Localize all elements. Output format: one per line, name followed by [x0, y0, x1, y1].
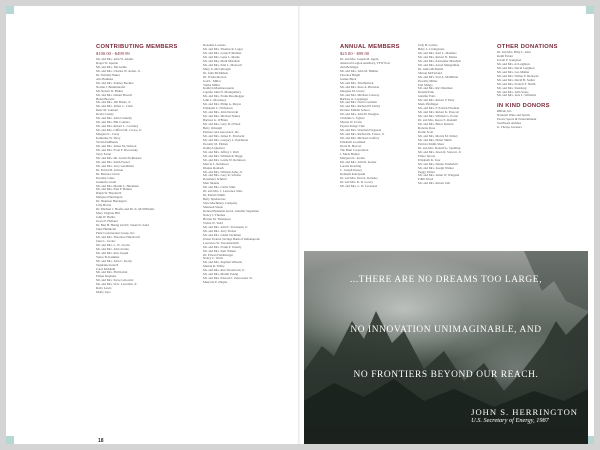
donor-name: Dr. and Mrs. Paul A. Kolaska — [340, 175, 378, 180]
donor-name: Mr. and Mrs. Michael Conway — [340, 92, 380, 97]
donor-name: Mr. and Mrs. Stephen Wheeler — [203, 260, 243, 265]
donor-name: Molly Lipo — [96, 290, 111, 295]
donor-name: Norma J. Benninderfer — [96, 84, 126, 89]
donor-name: Mr. and Mrs. Earl A. McMillan — [418, 74, 459, 79]
donor-name: Mr. and Mrs. Norris Gorham — [340, 100, 377, 105]
donor-name: Kathryn Quenzer — [203, 145, 226, 150]
donor-name: Mr. and Mrs. Mark Marshall — [203, 58, 240, 63]
donor-name: Mr. and Mrs. Jason R. Stewart, Jr. — [418, 149, 462, 154]
donor-name: Eileen Kuykens — [96, 274, 117, 279]
donor-name: Patricia Smith-Shaw — [418, 141, 445, 146]
donor-name: Mr. and Mrs. David Leighton — [497, 65, 535, 70]
donor-name: Mr. and Mrs. Jerry Tucker — [203, 228, 237, 233]
donor-name: Mr. and Mrs. Mr. Gruda Eichhorner — [96, 155, 142, 160]
donor-name: Partners and Associates, Inc. — [203, 129, 240, 134]
donor-name: Mr. and Mrs. Ron Joseph — [96, 250, 129, 255]
donor-name: Mr. and Mrs. John M. Bluhler — [340, 68, 379, 73]
donor-name: Elizabeth Goodman — [340, 140, 366, 145]
donor-name: Roxanne Lorenzo — [203, 44, 226, 47]
donor-name: Lawrence W. Van Amsdorth — [203, 240, 239, 245]
donor-name: Mr. and Mrs. Bruce Roberts — [418, 122, 454, 127]
donor-name: Mary A. McCullough — [203, 66, 231, 71]
quote-line-3: NO FRONTIERS BEYOND OUR REACH. — [353, 370, 539, 380]
donor-name: The Hunt Corporation — [340, 147, 369, 152]
donor-name: Mr. and Mrs. Joseph Walker — [418, 165, 454, 170]
annual-range: $25.00 - $99.00 — [340, 51, 370, 56]
donor-name: Janet L. Jacobs — [96, 238, 116, 243]
annual-list-1 — [340, 58, 416, 188]
donor-name: Betty Spielsterres — [203, 197, 226, 202]
donor-name: Mr. and Mrs. Martin L. Hackman — [96, 183, 139, 188]
annual-column-1 — [340, 44, 416, 254]
donor-name: Dr. Barbara Given — [96, 171, 120, 176]
donor-name: Mr. and Mrs. John Connelly — [96, 116, 132, 121]
donor-name: Loretta Keerling — [340, 163, 362, 168]
donor-name: Elizabeth C. Nicholson — [203, 106, 233, 111]
contributing-column-2 — [203, 44, 295, 436]
donor-name: Mr. and Mrs. Evan F. Dworetsky — [96, 147, 138, 152]
donor-name: Mr. and Mrs. Al Leighton — [497, 61, 530, 66]
donor-name: Mr. and Mrs. Bill Connors — [96, 120, 130, 125]
donor-name: Mr. and Mrs. John Jordan — [96, 246, 129, 251]
donor-name: Mr. and Mrs. Ross A. Burrside — [340, 84, 380, 89]
donor-name: Ralph W. Hayden II — [96, 191, 122, 196]
donor-name: Captain John N. Montgomery — [203, 90, 242, 95]
donor-name: Mr. and Mrs. L. D. Levenson — [340, 183, 378, 188]
donor-name: Mr. and Mrs. Richard R. Foster, Jr. — [340, 132, 385, 137]
quote-attribution — [471, 407, 578, 424]
quote-author: JOHN S. HERRINGTON — [471, 407, 578, 417]
donor-name: Dottie Scott — [418, 129, 434, 134]
donor-name: Dorothy Glass — [96, 175, 115, 180]
donor-name: Decatur Middle School — [340, 108, 370, 113]
donor-name: Mark Pfeifinger — [418, 102, 439, 107]
donor-name: Mr. and Mrs. Stanley Beckler — [96, 80, 134, 85]
donor-name: Kenneth Kobayashi — [340, 171, 366, 176]
donor-name: Nancy C. Wells — [203, 256, 223, 261]
page-number: 18 — [98, 438, 104, 444]
donor-name: Konrad Banasiak and A. Jennifer Sugarman — [203, 209, 259, 214]
donor-name: Mr. and Mrs. Clifford M. Crowe, Jr. — [96, 128, 142, 133]
inkind-donor-name: Pacers Sports & Entertainment — [497, 117, 537, 122]
donor-name: Gail L. Miller — [203, 78, 221, 83]
donor-name: Mr. and Mrs. John W. Adams — [96, 57, 134, 61]
donor-name: Harriet M. Thompson — [203, 216, 231, 221]
donor-name: Barbara A. Coppinger — [340, 96, 369, 101]
donor-name: Dr. Michael J. Hoefle and Dr. K. McWilliams — [96, 207, 155, 212]
donor-name: Aris Bauhaus — [96, 76, 114, 81]
donor-name: Mr. and Mrs. Ric Oberman — [418, 86, 453, 91]
donor-name: Jewell P. Gangstad — [497, 57, 521, 62]
annual-column-2 — [418, 44, 494, 254]
donor-name: Mr. and Mrs. Jeffrey J. Rich — [203, 149, 239, 154]
donor-name: Barbara G. O'Brien — [203, 118, 228, 123]
donor-name: Dr. and Mrs. R. D. Lowry — [340, 179, 374, 184]
donor-name: Mr. and Mrs. James M. Dobson — [96, 143, 137, 148]
donor-name: Mr. and Mrs. Kurt Walker — [203, 248, 237, 253]
contributing-range: $100.00 - $499.99 — [96, 51, 130, 56]
donor-name: Betty Orbaugh — [203, 126, 222, 131]
donor-name: Sharon W. Evans — [340, 120, 362, 125]
donor-name: Carol Kirkham — [96, 266, 116, 271]
donor-name: Mr. and Mrs. Philip A. Moyer — [203, 102, 242, 107]
donor-name: Rosemary Schmid — [203, 177, 227, 182]
quote-line-2: NO INNOVATION UNIMAGINABLE, AND — [350, 325, 542, 335]
donor-name: Margaret K. Jordan — [340, 155, 365, 160]
mountain-photo — [304, 251, 588, 444]
donor-name: Earl Mingo — [418, 82, 433, 87]
donor-name: Marjorie P. Zingler — [203, 280, 228, 285]
donor-name: Mr. and Mrs. Robert N. Marks — [418, 54, 457, 59]
donor-name: Dianne Romash — [203, 165, 224, 170]
donor-name: Mr. and Mrs. William R. Riggs — [203, 153, 243, 158]
donor-name: Mr. and Mrs. Jim Ardilo — [96, 64, 127, 69]
donor-name: Mr. and Mrs. Paul L. Maxwell — [203, 62, 242, 67]
donor-name: Maureen Steele — [203, 205, 223, 210]
quote-author-title: U.S. Secretary of Energy, 1987 — [471, 417, 549, 424]
donor-name: Mr. and Mrs. Daniel Broach — [96, 92, 132, 97]
inkind-donor-name: Southwest Airlines — [497, 121, 522, 126]
donor-name: Kathryn Montmorquette — [203, 86, 235, 91]
donor-name: Mr. and Mrs. James C. Clark — [96, 104, 133, 109]
donor-name: Mr. and Mrs. L. W. Jacobs — [96, 242, 130, 247]
donor-name: Betty L. Livingstone — [418, 46, 445, 51]
donor-name: Vickie W. Todd — [203, 220, 223, 225]
donor-name: Dr. Shannon Harrington — [96, 199, 127, 204]
donor-name: Mr. and Mrs. William Ashe, Jr. — [203, 169, 243, 174]
donor-name: Dr. and Mrs. Donald G. Spalding — [418, 145, 461, 150]
corner-tab — [6, 436, 14, 444]
donor-name: Florence Bright — [340, 72, 361, 77]
donor-name: Mr. and Mrs. Leslie W. Robinson — [203, 157, 246, 162]
donor-name: Vance B. Kammer — [96, 254, 120, 259]
donor-name: Dr. Edward Weinberger — [203, 252, 234, 257]
donor-name: Mr. and Mrs. David B. Sadler — [497, 77, 535, 82]
donor-name: Mr. and Mrs. Tim Bullock — [340, 80, 374, 85]
donor-name: Mr. and Mrs. John Stone — [497, 89, 529, 94]
donor-name: Mr. and Mrs. Phil Kohut — [96, 270, 128, 275]
quote-line-1: ...THERE ARE NO DREAMS TOO LARGE, — [349, 275, 543, 285]
other-donations-column — [497, 44, 589, 254]
donor-name: Nancy J. Thomas — [203, 212, 226, 217]
donor-name: Mr. and Mrs. Louis P. Madner — [203, 50, 242, 55]
donor-name: Mr. and Mrs. Martin Young — [203, 272, 239, 277]
donor-name: Mr. and Mrs. James E. Pawlocki — [203, 133, 245, 138]
donor-name: Mr. and Mrs. Edward J. Zebrowski, Sr. — [203, 276, 253, 281]
donor-name: Dr. Trisha Merson — [203, 74, 227, 79]
corner-tab — [6, 6, 14, 14]
donor-name: Mr. and Mrs. Frank Moothegger — [203, 94, 245, 99]
donor-name: Mr. and Mrs. Gene L. Marks — [203, 54, 240, 59]
donor-name: State Machinery Company — [203, 201, 238, 206]
donor-name: Lilly Harris — [96, 203, 111, 208]
donor-name: Peggy Weber — [418, 169, 435, 174]
donor-name: Dorothy Miller — [418, 78, 438, 83]
donor-name: Mr. and Mrs. Keith Feezel — [96, 159, 130, 164]
donor-name: Ruby Lewis — [96, 286, 112, 291]
donor-name: Mr. and Mrs. Jamie W. Wiegand — [418, 173, 460, 178]
donor-name: J. Mack Hunter — [340, 151, 360, 156]
donor-name: Vivian DeBlanck — [96, 140, 119, 145]
donor-name: Mr. and Mrs. Theodore Hutchcroft — [96, 234, 141, 239]
corner-tab — [586, 6, 594, 14]
donor-name: Mr. and Mrs. Michael Godfrey — [340, 136, 380, 141]
donor-name: Mr. and Mrs. Robert Zell — [418, 181, 451, 186]
donor-name: Jennifer Potts — [418, 94, 436, 99]
donor-name: Jeannette Groth — [96, 179, 117, 184]
donor-name: Christine L. Egbert — [340, 116, 365, 121]
donor-name: Mr. and Mrs. Gregory L. Pendleton — [203, 137, 249, 142]
donor-name: Mr. and Mrs. Glenn Tuckman — [203, 232, 241, 237]
donor-name: Mr. and Mrs. Robert L. Courtney — [96, 124, 139, 129]
inkind-donor-name: National Wine and Spirits — [497, 113, 531, 118]
donor-name: Dr. David M. Gibson — [96, 167, 124, 172]
donor-name: American Legion Auxiliary, VFW Post — [340, 60, 390, 65]
donor-name: John L. Morrissey — [203, 98, 227, 103]
donor-name: Velma Miller — [203, 82, 220, 87]
contributing-column-1 — [96, 44, 192, 436]
donor-name: Elizabeth K. Teor — [418, 157, 441, 162]
donor-name: Elinor Strock — [418, 153, 436, 158]
donor-name: Mary Virginia Hill — [96, 211, 120, 216]
donor-name: Dr. Anita McDaniel — [418, 66, 444, 71]
donor-name: Mr. and Mrs. Charles W. Arden, Jr. — [96, 68, 141, 73]
donor-name: Mr. and Mrs. Jim Burke, Jr. — [96, 100, 132, 105]
donor-name: Katherine W. Davy — [96, 136, 121, 141]
donor-name: Mr. and Mrs. Frank P. Venerly — [203, 244, 242, 249]
donor-name: Mr. and Mrs. Aaron Mangelman — [418, 62, 460, 67]
donor-name: Mr. and Mrs. Elmer Smith — [418, 137, 452, 142]
donor-name: Matt Shanne — [203, 181, 220, 186]
donor-name: Union Federal Savings Bank of Indianapolis — [203, 236, 260, 241]
donor-name: Donald Polk — [418, 90, 435, 95]
donor-name: C. Joseph Kiesey — [340, 167, 363, 172]
contributing-title: CONTRIBUTING MEMBERS — [96, 44, 178, 50]
donor-name: Mr. and Mrs. Leo Mahler — [497, 69, 530, 74]
donor-name: Dr. and Mrs. Joseph M. Agem — [340, 57, 379, 61]
donor-name: Mr. and Mrs. Karl L. Manders — [418, 50, 457, 55]
donor-name: Janet Hunnicutt — [96, 226, 117, 231]
donor-name: Mr. and Mrs. William G. Porter — [418, 114, 459, 119]
donor-name: Mr. and Mrs. John R. Keeler — [340, 159, 377, 164]
donor-name: Marian R. White — [203, 264, 225, 269]
page-fold — [298, 6, 300, 444]
donor-name: Keith Felder — [497, 53, 514, 58]
donor-name: John W. Hobbs — [96, 215, 116, 220]
donor-name: Margaret L. Curry — [96, 132, 120, 137]
donor-name: Dr. and Mrs. Billy L. Abel — [497, 50, 531, 54]
donor-name: Mr. and Mrs. Morris M. Sillery — [418, 133, 458, 138]
inkind-list — [497, 110, 589, 130]
donor-name: Doris D. Hoover — [340, 143, 362, 148]
annual-list-2 — [418, 44, 494, 186]
donor-name: Mr. and Mrs. Paul F. Haines — [96, 187, 132, 192]
donor-name: Dr. and Mrs. J. Lawrence Sites — [203, 189, 243, 194]
donor-name: Helen Browne — [96, 96, 115, 101]
inkind-title: IN KIND DONORS — [497, 103, 550, 110]
donor-name: Edith Wood — [418, 177, 434, 182]
donor-name: Imogene M. Cleary — [340, 88, 365, 93]
donor-name: Fayette Kings Club — [340, 124, 365, 129]
donor-name: Mr. and Mrs. John C. Kerdy — [96, 258, 132, 263]
donor-name: Marcia L. Robinson — [203, 161, 229, 166]
donor-name: Mr. and Mrs. Jack L. Williams — [497, 93, 536, 98]
donor-name: Rene M. Garnant — [96, 108, 119, 113]
donor-name: Mr. and Mrs. Michael Nunez — [203, 114, 241, 119]
donor-name: Mr. and Mrs. John H. Douglas — [340, 112, 379, 117]
donor-name: Mr. and Mrs. Wayman Ferguson — [340, 128, 382, 133]
donor-name: Mr. and Mrs. Jerry Gershman — [96, 163, 134, 168]
donor-name: Terry Eaton — [96, 151, 112, 156]
donor-name: Jeanne Buck — [340, 76, 357, 81]
donor-name: Mr. and Mrs. Robert K. Prescott — [418, 110, 460, 115]
contributing-list-2 — [203, 44, 295, 285]
donor-name: Mr. and Mrs. Robert F. Petty — [418, 98, 455, 103]
donor-name: Mr. and Mrs. Gary R. Schafer — [203, 173, 242, 178]
other-donations-list — [497, 51, 589, 98]
donor-name: Plant Construction Group, Inc. — [96, 230, 136, 235]
donor-name: Mr. and Mrs. W.G. Lewellen, Jr. — [96, 282, 138, 287]
inkind-donor-name: G. Thorpe Jewelers — [497, 125, 522, 130]
donor-name: Mr. and Mrs. Steve Lebowitz — [96, 278, 134, 283]
donor-name: Roger W. Aponte — [96, 60, 119, 65]
magazine-spread — [6, 6, 594, 444]
donor-name: Mr. and Mrs. Duane Vanderbilt — [418, 161, 458, 166]
donor-name: Mr. and Mrs. John F. Townsend, Jr. — [203, 224, 248, 229]
contributing-list-1 — [96, 58, 192, 295]
donor-name: Judy B. Levine — [418, 44, 438, 47]
donor-name: Dr. Martin Smith — [203, 193, 225, 198]
donor-name: Mr. and Mrs. F. Patrick Plasman — [418, 106, 460, 111]
donor-name: Mr. Robert D. Birkes — [96, 88, 124, 93]
donor-name: Mr. and Mrs. Richard H. Darby — [340, 104, 381, 109]
other-donations-title: OTHER DONATIONS — [497, 44, 558, 50]
donor-name: Mr. and Mrs. Ron Woodward, Jr. — [203, 268, 245, 273]
annual-title: ANNUAL MEMBERS — [340, 44, 400, 50]
donor-name: Mr. and Mrs. Gary D. O'Neal — [203, 122, 241, 127]
donor-name: Mr. and Mrs. Curtis Sims — [203, 185, 236, 190]
donor-name: Dr. John McMahon — [203, 70, 228, 75]
donor-name: Mr. and Mrs. Steinberg — [497, 85, 527, 90]
donor-name: Margaret Harrington — [96, 195, 123, 200]
donor-name: Dorothy M. Pitman — [203, 141, 228, 146]
donor-name: Kevin Conley — [96, 112, 114, 117]
donor-name: Roberta Ross — [418, 126, 436, 131]
donor-name: Sharon McFarland — [418, 70, 442, 75]
donor-name: Dr. and Mrs. Reece E. Randall — [418, 118, 457, 123]
donor-name: Mr. and Mrs. Alexander Marshall — [418, 58, 461, 63]
donor-name: Mr. and Mrs. Wilbur F. Richards — [497, 73, 539, 78]
inkind-donor-name: RBGR, Inc. — [497, 109, 513, 114]
donor-name: Stephanie Kelsch — [96, 262, 119, 267]
donor-name: Dr. Ben H. Huang and Dr. Susan N. Sand — [96, 223, 149, 228]
donor-name: Mr. and Mrs. Thomas R. Lugar — [203, 46, 243, 51]
donor-name: Mr. and Mrs. John Nowicki — [203, 110, 239, 115]
donor-name: Grace P. Holland — [96, 219, 118, 224]
donor-name: Dr. Timothy Baker — [96, 72, 120, 77]
donor-name: Mr. and Mrs. Francis F. Smith — [497, 81, 536, 86]
donor-name: Ann Belsinger — [340, 64, 359, 69]
